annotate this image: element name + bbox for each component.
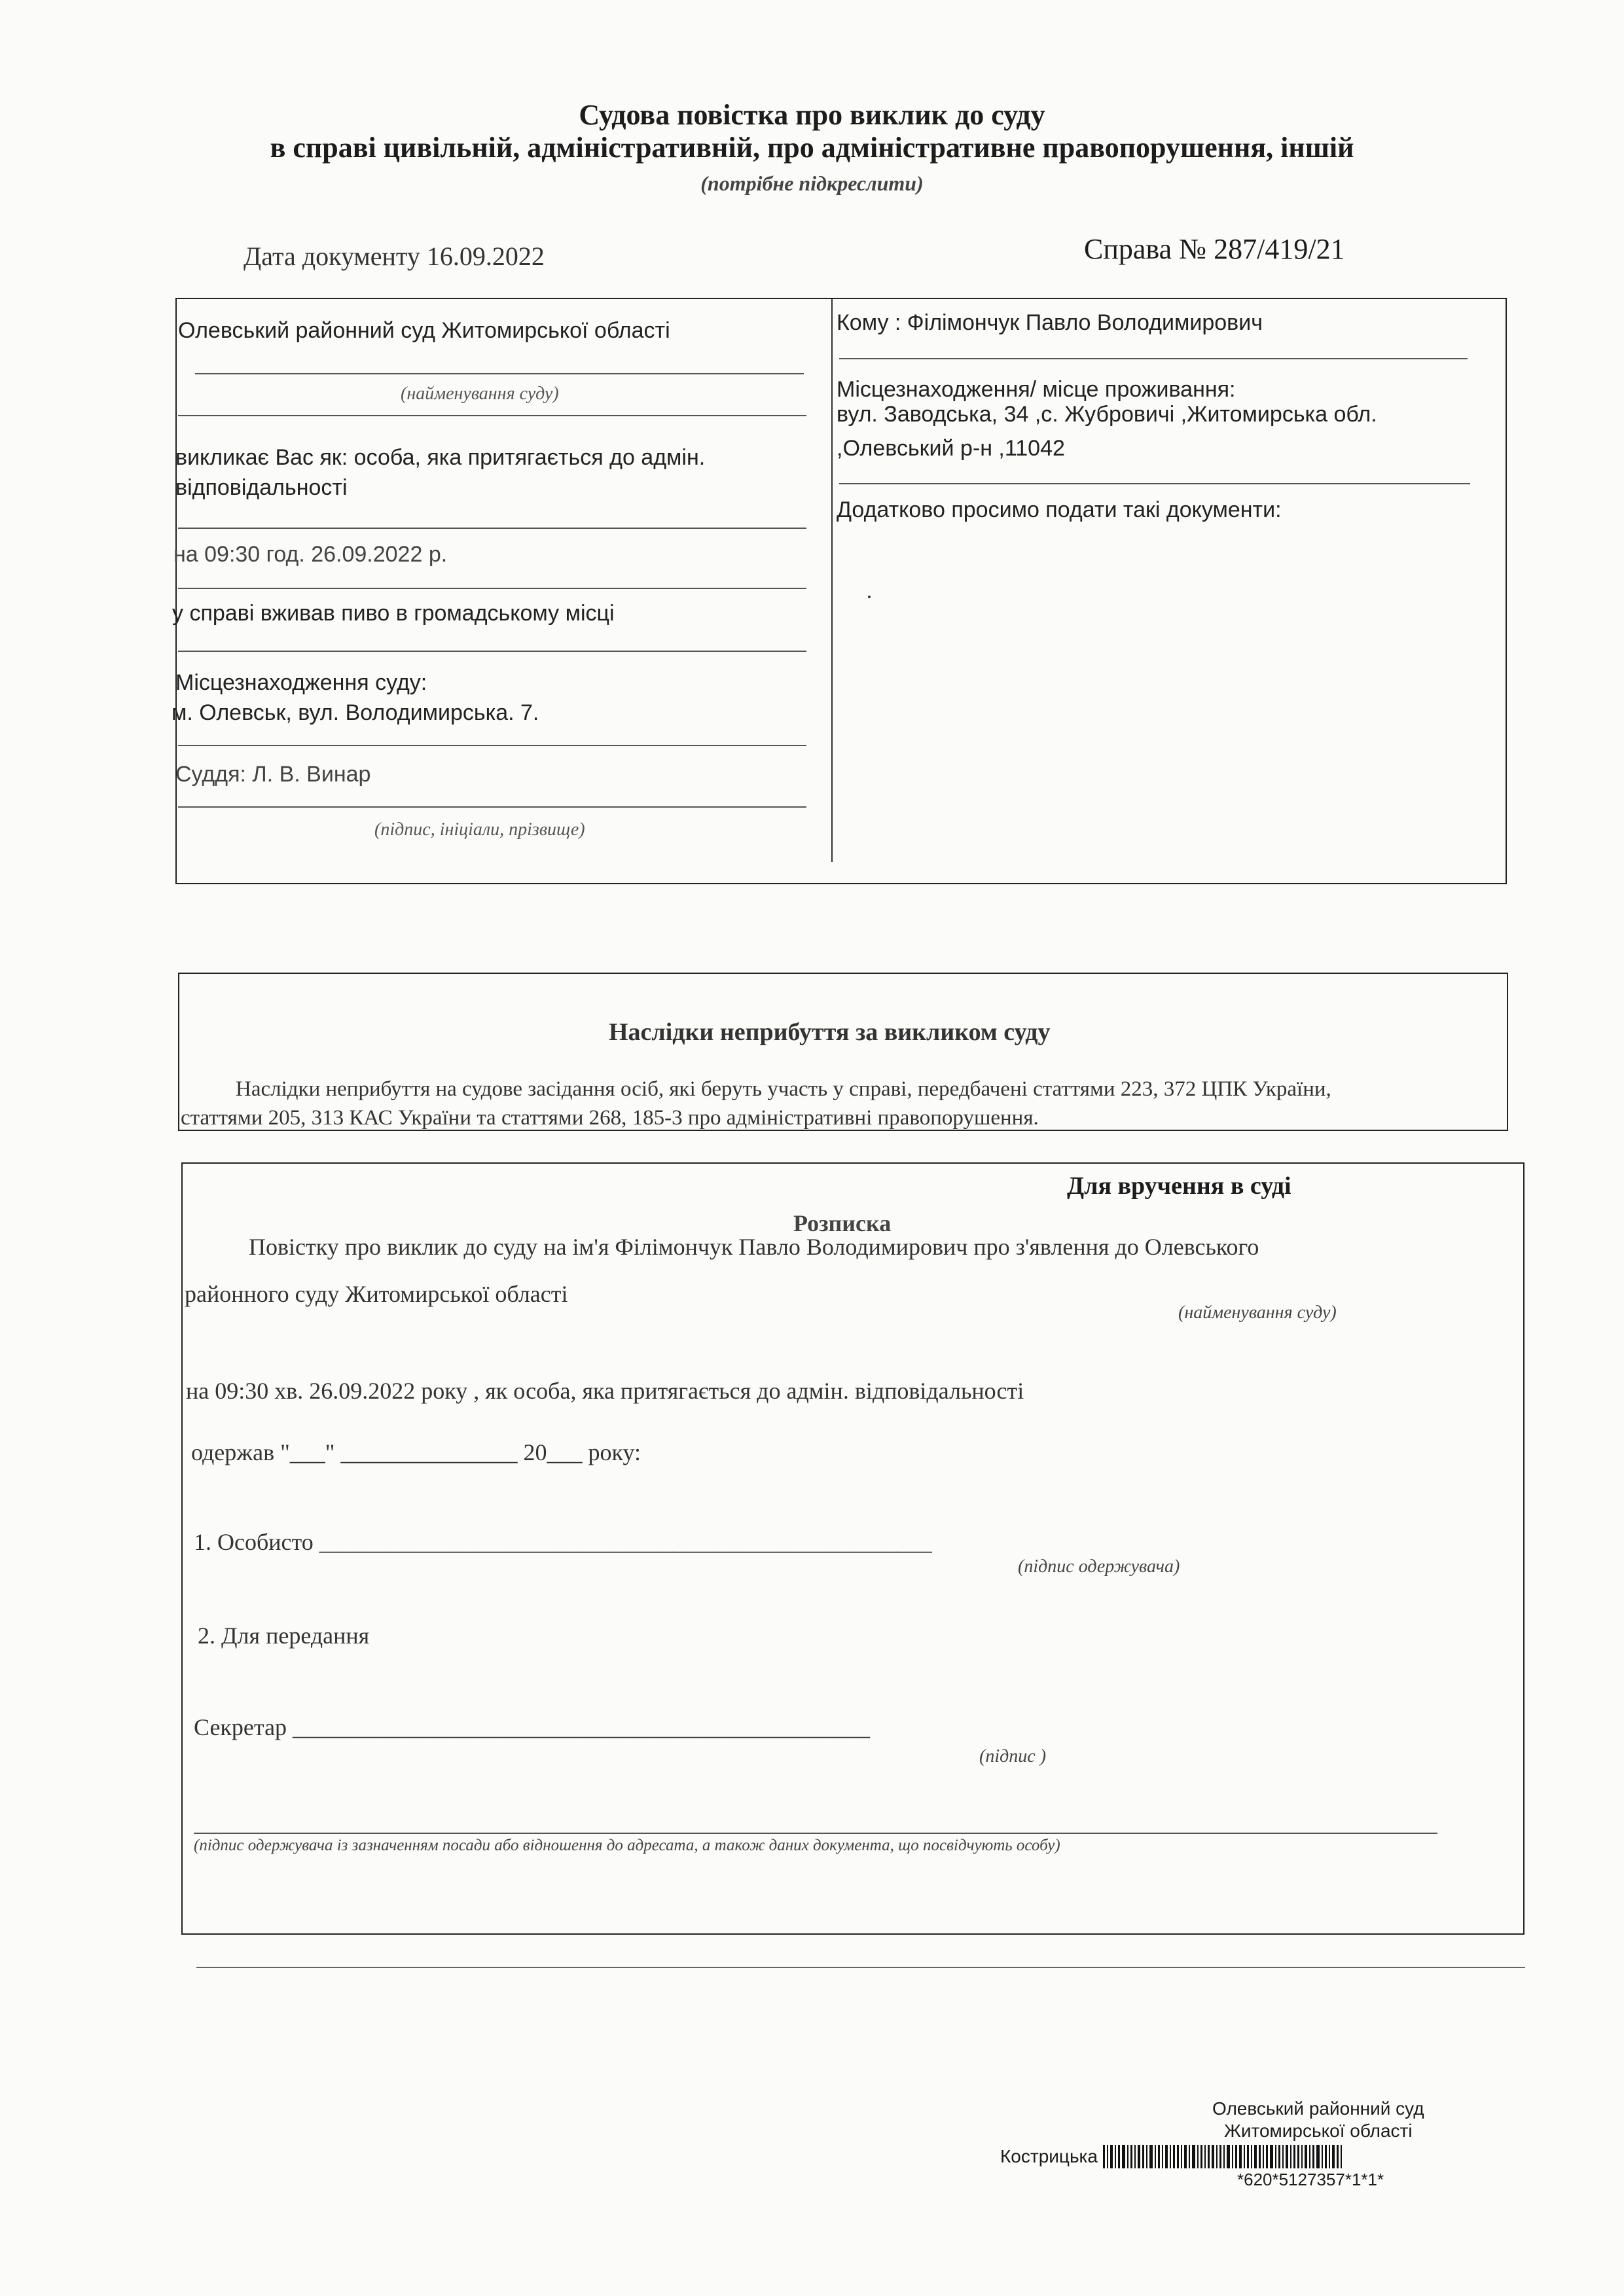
barcode-bar — [1278, 2145, 1280, 2168]
barcode-row — [1000, 2144, 1344, 2170]
consequences-line2: статтями 205, 313 КАС України та статтями 268, 185-3 про адміністративні правопорушення. — [181, 1106, 1039, 1130]
consequences-title: Наслідки неприбуття за викликом суду — [609, 1018, 1051, 1046]
line — [178, 651, 806, 652]
barcode-bar — [1138, 2145, 1140, 2168]
barcode-bar — [1107, 2145, 1108, 2168]
barcode-bar — [1110, 2145, 1113, 2168]
barcode-bar — [1232, 2145, 1233, 2168]
dot — [868, 596, 871, 598]
barcode-bar — [1216, 2145, 1218, 2168]
document-date: Дата документу 16.09.2022 — [244, 242, 545, 271]
recipient-signature-caption: (підпис одержувача) — [1018, 1556, 1180, 1577]
footer-caption: (підпис одержувача із зазначенням посади або відношення до адресата, а також даних документа, що посвідчують особу) — [194, 1837, 1060, 1854]
extra-documents: Додатково просимо подати такі документи: — [837, 497, 1282, 522]
consequences-line1: Наслідки неприбуття на судове засідання осіб, які беруть участь у справі, передбачені статтями 223, 372 ЦПК України, — [236, 1077, 1331, 1101]
barcode-bar — [1316, 2145, 1320, 2168]
personally-line: 1. Особисто ____________________________________________________ — [194, 1529, 932, 1555]
barcode-bar — [1177, 2145, 1179, 2168]
barcode-bar — [1115, 2145, 1116, 2168]
barcode-bar — [1235, 2145, 1237, 2168]
barcode-bar — [1332, 2145, 1335, 2168]
barcode-bar — [1227, 2145, 1230, 2168]
barcode-bar — [1286, 2145, 1288, 2168]
barcode-bar — [1239, 2145, 1242, 2168]
barcode-bar — [1251, 2145, 1252, 2168]
residence-label: Місцезнаходження/ місце проживання: — [837, 377, 1236, 402]
barcode-bar — [1244, 2145, 1245, 2168]
for-service-label: Для вручення в суді — [1067, 1172, 1291, 1200]
line — [195, 373, 804, 374]
case-number: Справа № 287/419/21 — [1084, 233, 1345, 265]
summons-title-note: (потрібне підкреслити) — [700, 171, 924, 195]
barcode-bar — [1301, 2145, 1303, 2168]
court-name: Олевський районний суд Житомирської області — [178, 318, 670, 343]
barcode-bar — [1282, 2145, 1284, 2168]
judge-caption: (підпис, ініціали, прізвище) — [374, 819, 585, 840]
barcode-bar — [1325, 2145, 1327, 2168]
summons-divider — [831, 299, 833, 862]
barcode-bar — [1118, 2145, 1120, 2168]
residence-line1: вул. Заводська, 34 ,с. Жубровичі ,Житомирська обл. — [837, 402, 1377, 427]
stamp-line1: Олевський районний суд — [1212, 2098, 1424, 2119]
barcode-bar — [1219, 2145, 1221, 2168]
court-location: м. Олевськ, вул. Володимирська. 7. — [171, 700, 539, 725]
barcode-bar — [1162, 2145, 1163, 2168]
time-line: на 09:30 хв. 26.09.2022 року , як особа, яка притягається до адмін. відповідальності — [186, 1378, 1024, 1404]
barcode-bar — [1200, 2145, 1202, 2168]
barcode-bar — [1173, 2145, 1175, 2168]
barcode-bar — [1254, 2145, 1257, 2168]
secretary-line: Секретар _________________________________________________ — [194, 1714, 871, 1740]
stamp-line2: Житомирської області — [1223, 2121, 1413, 2141]
line — [178, 806, 806, 808]
court-stamp — [1212, 2098, 1424, 2142]
barcode-bar — [1305, 2145, 1307, 2168]
barcode-bar — [1309, 2145, 1310, 2168]
called-as: викликає Вас як: особа, яка притягається до адмін. відповідальності — [175, 445, 706, 500]
barcode-bar — [1247, 2145, 1249, 2168]
line — [839, 483, 1470, 484]
line — [178, 528, 806, 529]
receipt-line2: районного суду Житомирської області — [185, 1281, 568, 1307]
barcode-bar — [1312, 2145, 1314, 2168]
barcode-bar — [1208, 2145, 1210, 2168]
signature-caption: (підпис ) — [979, 1746, 1047, 1767]
line — [178, 415, 806, 416]
barcode-bar — [1290, 2145, 1291, 2168]
line — [839, 358, 1468, 359]
barcode-bar — [1155, 2145, 1156, 2168]
line — [194, 1833, 1437, 1834]
barcode-bar — [1149, 2145, 1153, 2168]
for-transfer: 2. Для передання — [198, 1623, 370, 1649]
clerk-name: Кострицька — [1000, 2146, 1098, 2166]
summons-title: Судова повістка про виклик до суду — [579, 99, 1045, 131]
barcode-bar — [1341, 2145, 1342, 2168]
barcode-bar — [1192, 2145, 1195, 2168]
barcode-number: *620*5127357*1*1* — [1237, 2170, 1384, 2189]
barcode-bar — [1170, 2145, 1171, 2168]
barcode-bar — [1270, 2145, 1273, 2168]
barcode-bar — [1127, 2145, 1128, 2168]
barcode-bar — [1181, 2145, 1182, 2168]
barcode-bar — [1189, 2145, 1190, 2168]
judge: Суддя: Л. В. Винар — [175, 762, 371, 787]
barcode-bar — [1266, 2145, 1268, 2168]
barcode-bar — [1165, 2145, 1168, 2168]
received-line: одержав "___" _______________ 20___ року: — [191, 1439, 641, 1465]
court-caption: (найменування суду) — [1178, 1302, 1337, 1323]
line — [178, 588, 806, 589]
barcode-bar — [1122, 2145, 1125, 2168]
barcode-bar — [1204, 2145, 1206, 2168]
receipt-title: Розписка — [793, 1210, 892, 1236]
barcode-bar — [1212, 2145, 1214, 2168]
barcode — [1103, 2145, 1344, 2168]
barcode-bar — [1275, 2145, 1276, 2168]
barcode-bar — [1337, 2145, 1339, 2168]
barcode-bar — [1130, 2145, 1132, 2168]
court-location-label: Місцезнаходження суду: — [175, 670, 427, 695]
barcode-bar — [1297, 2145, 1299, 2168]
recipient: Кому : Філімончук Павло Володимирович — [837, 310, 1263, 335]
barcode-bar — [1184, 2145, 1187, 2168]
line — [178, 745, 806, 746]
residence-line2: ,Олевський р-н ,11042 — [837, 436, 1065, 461]
barcode-bar — [1259, 2145, 1261, 2168]
barcode-bar — [1329, 2145, 1330, 2168]
barcode-bar — [1158, 2145, 1160, 2168]
barcode-bar — [1293, 2145, 1295, 2168]
barcode-bar — [1223, 2145, 1225, 2168]
court-name-caption: (найменування суду) — [401, 384, 559, 404]
barcode-bar — [1103, 2145, 1105, 2168]
barcode-bar — [1197, 2145, 1199, 2168]
barcode-bar — [1134, 2145, 1136, 2168]
summons-subtitle: в справі цивільній, адміністративній, про адміністративне правопорушення, іншій — [270, 132, 1354, 164]
barcode-bar — [1146, 2145, 1147, 2168]
barcode-bar — [1142, 2145, 1144, 2168]
barcode-bar — [1322, 2145, 1323, 2168]
receipt-line1: Повістку про виклик до суду на ім'я Філімончук Павло Володимирович про з'явлення до Олевського — [249, 1234, 1259, 1260]
barcode-bar — [1263, 2145, 1264, 2168]
case-matter: у справі вживав пиво в громадському місці — [172, 601, 615, 626]
hearing-time: на 09:30 год. 26.09.2022 р. — [173, 542, 448, 567]
bottom-rule — [196, 1967, 1525, 1968]
